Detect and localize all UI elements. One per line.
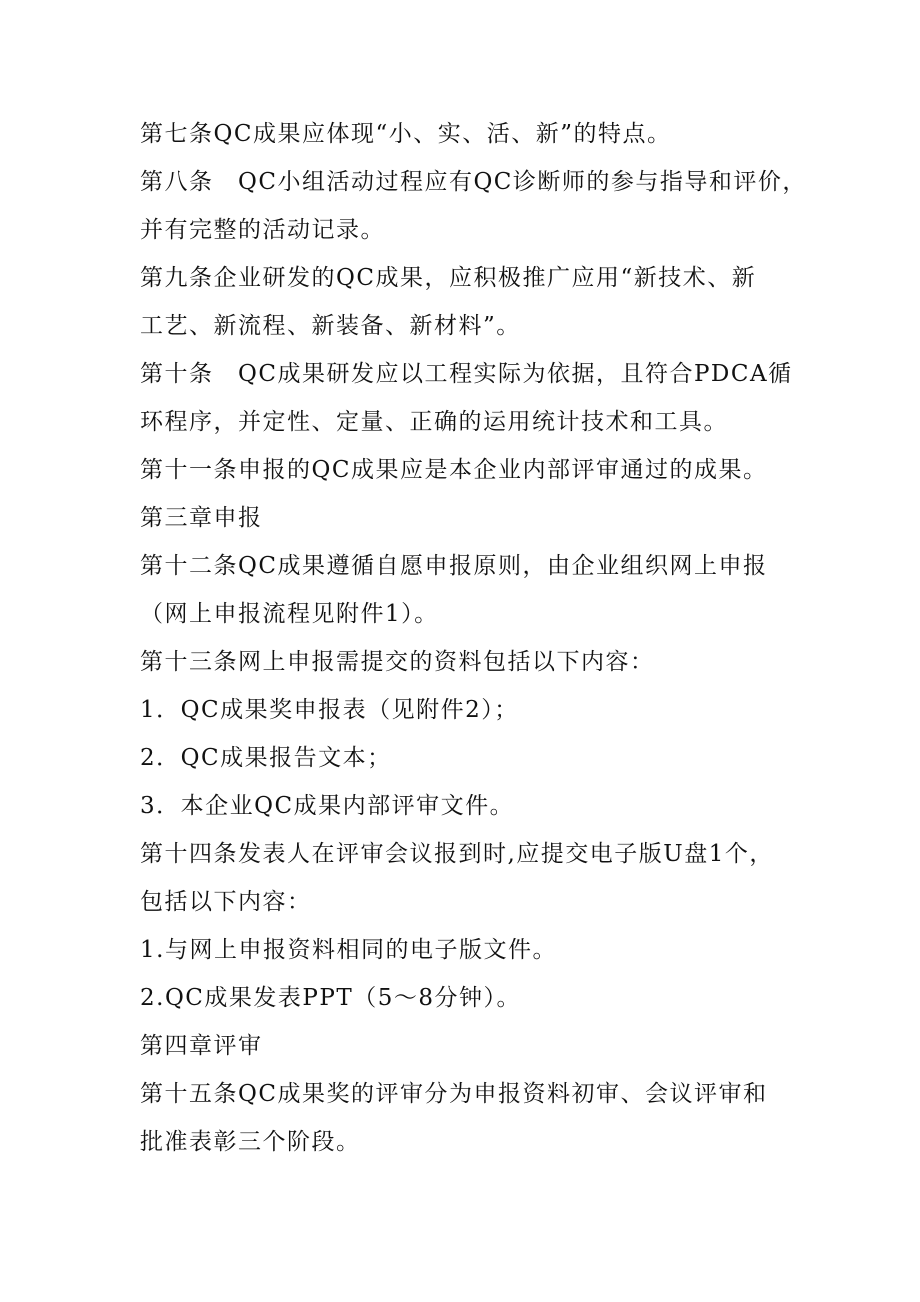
- article-10-line-1: 第十条 QC成果研发应以工程实际为依据，且符合PDCA循: [140, 361, 793, 387]
- article-9-line-2: 工艺、新流程、新装备、新材料”。: [140, 313, 521, 339]
- chapter-3-heading: 第三章申报: [140, 505, 263, 531]
- list-item-2: 2．QC成果报告文本；: [140, 745, 392, 771]
- article-8-line-1: 第八条 QC小组活动过程应有QC诊断师的参与指导和评价，: [140, 169, 807, 195]
- list-item-3: 3．本企业QC成果内部评审文件。: [140, 793, 515, 819]
- article-13-line: 第十三条网上申报需提交的资料包括以下内容：: [140, 649, 655, 675]
- article-15-line-1: 第十五条QC成果奖的评审分为申报资料初审、会议评审和: [140, 1081, 768, 1107]
- chapter-4-heading: 第四章评审: [140, 1033, 263, 1059]
- sub-item-2: 2.QC成果发表PPT（5～8分钟）。: [140, 985, 521, 1011]
- article-8-line-2: 并有完整的活动记录。: [140, 217, 385, 243]
- article-7-line: 第七条QC成果应体现“小、实、活、新”的特点。: [140, 121, 672, 147]
- sub-item-1: 1.与网上申报资料相同的电子版文件。: [140, 937, 557, 963]
- article-10-line-2: 环程序，并定性、定量、正确的运用统计技术和工具。: [140, 409, 728, 435]
- article-14-line-1: 第十四条发表人在评审会议报到时,应提交电子版U盘1个，: [140, 841, 774, 867]
- article-12-line-2: （网上申报流程见附件1）。: [140, 601, 439, 627]
- article-9-line-1: 第九条企业研发的QC成果，应积极推广应用“新技术、新: [140, 265, 757, 291]
- article-15-line-2: 批准表彰三个阶段。: [140, 1129, 361, 1155]
- article-11-line: 第十一条申报的QC成果应是本企业内部评审通过的成果。: [140, 457, 768, 483]
- article-12-line-1: 第十二条QC成果遵循自愿申报原则，由企业组织网上申报: [140, 553, 768, 579]
- article-14-line-2: 包括以下内容：: [140, 889, 312, 915]
- list-item-1: 1．QC成果奖申报表（见附件2）；: [140, 697, 519, 723]
